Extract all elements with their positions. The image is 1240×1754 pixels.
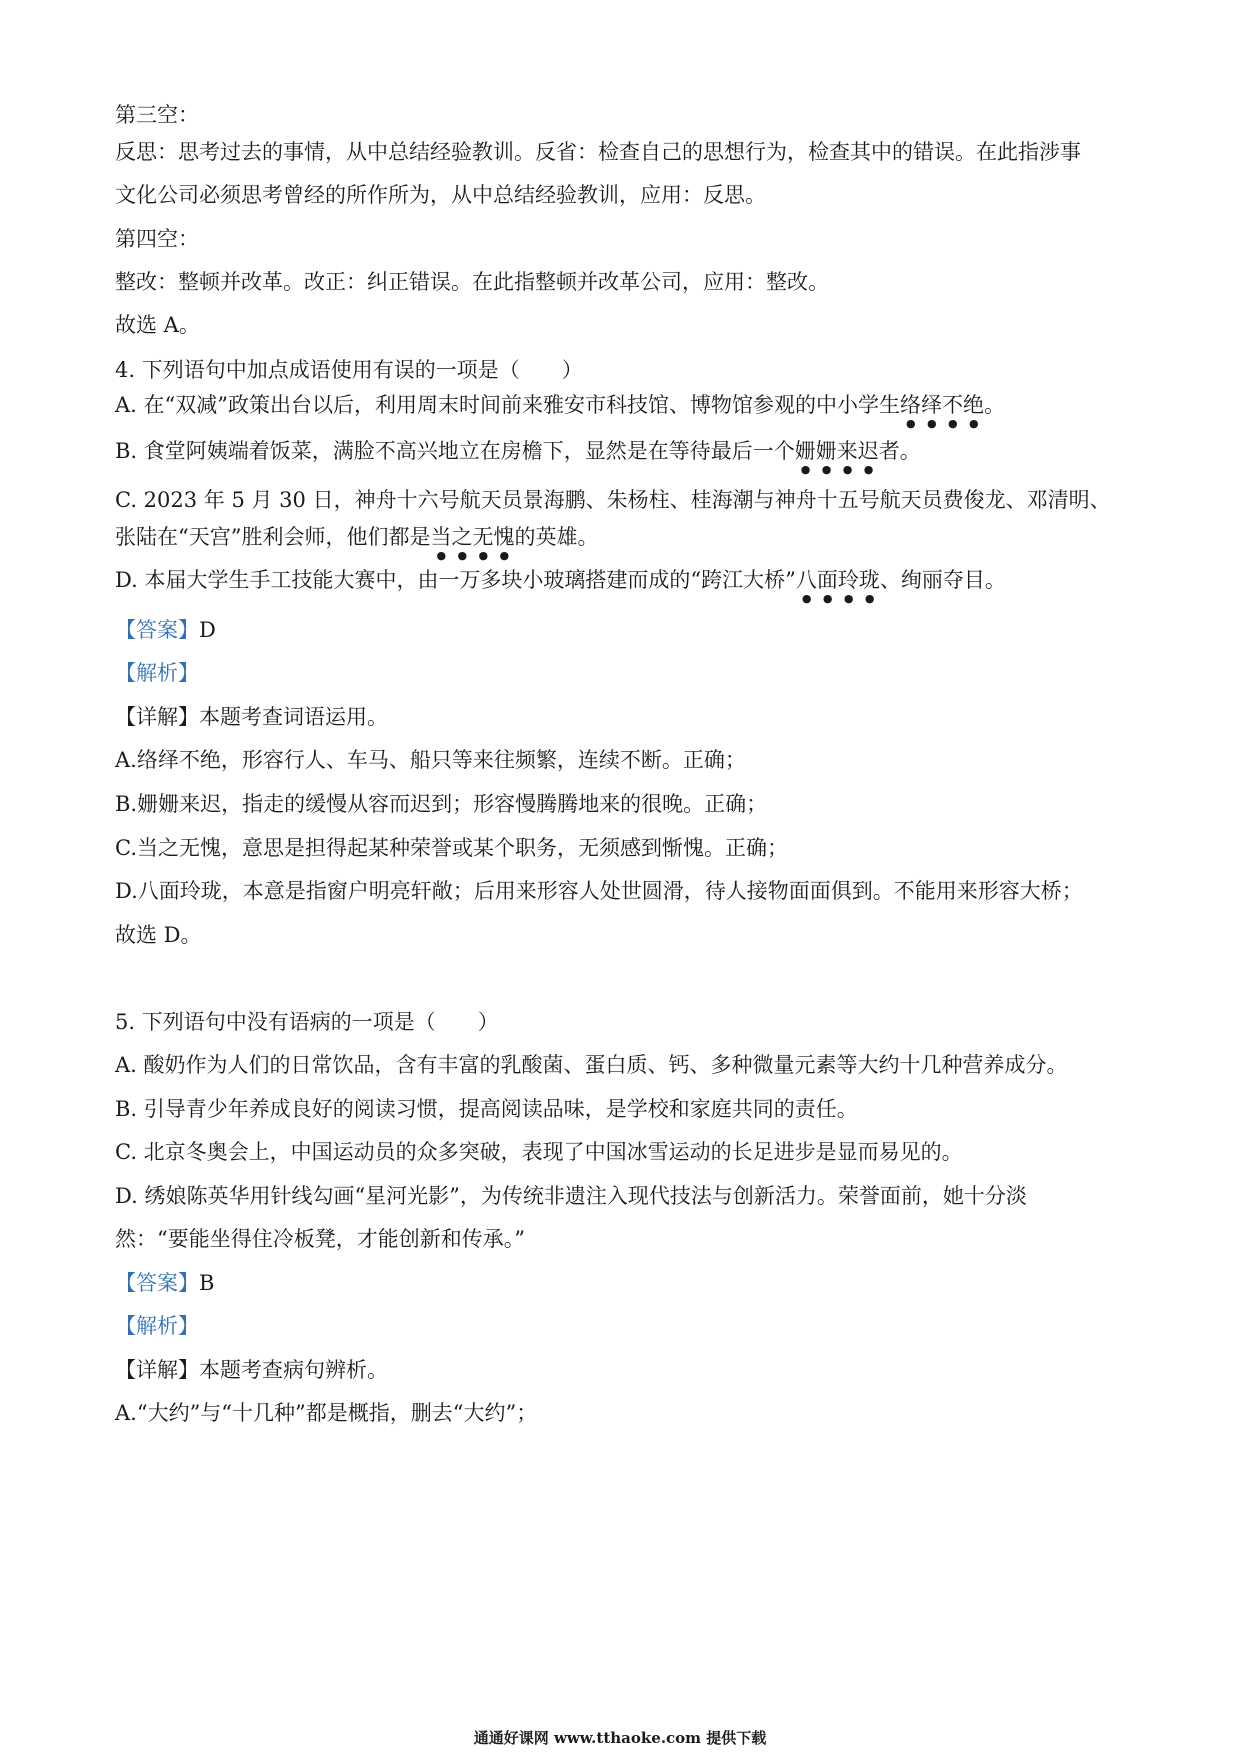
explanation-line: D.八面玲珑，本意是指窗户明亮轩敞；后用来形容人处世圆滑，待人接物面面俱到。不能用来形容大桥； bbox=[115, 879, 1083, 903]
answer-line bbox=[115, 1268, 214, 1298]
question-5-stem: 5. 下列语句中没有语病的一项是（ ） bbox=[115, 1010, 499, 1034]
paragraph: 故选 A。 bbox=[115, 313, 200, 337]
option-text: 、绚丽夺目。 bbox=[879, 568, 1006, 592]
option-text: 者。 bbox=[878, 439, 921, 463]
answer-tag: 【答案】 bbox=[115, 618, 199, 642]
question-4-stem: 4. 下列语句中加点成语使用有误的一项是（ ） bbox=[115, 358, 583, 382]
explanation-line: A.络绎不绝，形容行人、车马、船只等来往频繁，连续不断。正确； bbox=[115, 748, 746, 772]
explanation-line: C.当之无愧，意思是担得起某种荣誉或某个职务，无须感到惭愧。正确； bbox=[115, 836, 788, 860]
option-text: 张陆在“天宫”胜利会师，他们都是 bbox=[115, 525, 431, 549]
option-text: 的英雄。 bbox=[514, 525, 599, 549]
answer-value: D bbox=[199, 618, 216, 642]
answer-tag: 【答案】 bbox=[115, 1271, 199, 1295]
answer-line bbox=[115, 615, 216, 645]
question-4-option-c: C. 2023 年 5 月 30 日，神舟十六号航天员景海鹏、朱杨柱、桂海潮与神舟十五号航天员费俊龙、邓清明、 bbox=[115, 488, 1111, 512]
paragraph: 第三空： bbox=[115, 103, 199, 127]
footer-watermark: 通通好课网 www.tthaoke.com 提供下载 bbox=[473, 1729, 767, 1747]
analysis-tag: 【解析】 bbox=[115, 1314, 199, 1338]
analysis-line bbox=[115, 658, 199, 688]
explanation-line: B.姗姗来迟，指走的缓慢从容而迟到；形容慢腾腾地来的很晚。正确； bbox=[115, 792, 768, 816]
paragraph: 第四空： bbox=[115, 227, 199, 251]
answer-value: B bbox=[199, 1271, 215, 1295]
analysis-line bbox=[115, 1311, 199, 1341]
paragraph: 文化公司必须思考曾经的所作所为，从中总结经验教训，应用：反思。 bbox=[115, 183, 766, 207]
dotted-idiom: 姗姗来迟 bbox=[794, 439, 879, 463]
analysis-tag: 【解析】 bbox=[115, 661, 199, 685]
dotted-idiom: 络绎不绝 bbox=[900, 393, 984, 417]
paragraph: 反思：思考过去的事情，从中总结经验教训。反省：检查自己的思想行为，检查其中的错误。在此指涉事 bbox=[115, 140, 1081, 164]
option-text: A. 在“双减”政策出台以后，利用周末时间前来雅安市科技馆、博物馆参观的中小学生 bbox=[115, 393, 900, 417]
option-text: D. 本届大学生手工技能大赛中，由一万多块小玻璃搭建而成的“跨江大桥” bbox=[115, 568, 796, 592]
paragraph: 整改：整顿并改革。改正：纠正错误。在此指整顿并改革公司，应用：整改。 bbox=[115, 270, 829, 294]
question-4-option-c-cont bbox=[115, 522, 598, 562]
dotted-idiom: 八面玲珑 bbox=[795, 568, 880, 592]
question-4-option-d bbox=[115, 565, 1006, 605]
question-4-option-a bbox=[115, 390, 1005, 430]
question-5-option-d: D. 绣娘陈英华用针线勾画“星河光影”，为传统非遗注入现代技法与创新活力。荣誉面前，她十分淡 bbox=[115, 1184, 1027, 1208]
option-text: 。 bbox=[984, 393, 1005, 417]
dotted-idiom: 当之无愧 bbox=[430, 525, 515, 549]
detail-line: 【详解】本题考查病句辨析。 bbox=[115, 1358, 388, 1382]
question-4-option-b bbox=[115, 436, 921, 476]
option-text: B. 食堂阿姨端着饭菜，满脸不高兴地立在房檐下，显然是在等待最后一个 bbox=[115, 439, 795, 463]
detail-line: 【详解】本题考查词语运用。 bbox=[115, 705, 388, 729]
question-5-option-a: A. 酸奶作为人们的日常饮品，含有丰富的乳酸菌、蛋白质、钙、多种微量元素等大约十几种营养成分。 bbox=[115, 1053, 1068, 1077]
question-5-option-d-cont: 然：“要能坐得住冷板凳，才能创新和传承。” bbox=[115, 1227, 525, 1251]
question-5-option-b: B. 引导青少年养成良好的阅读习惯，提高阅读品味，是学校和家庭共同的责任。 bbox=[115, 1097, 858, 1121]
explanation-line: A.“大约”与“十几种”都是概指，删去“大约”； bbox=[115, 1401, 538, 1425]
question-5-option-c: C. 北京冬奥会上，中国运动员的众多突破，表现了中国冰雪运动的长足进步是显而易见的。 bbox=[115, 1140, 963, 1164]
conclusion-line: 故选 D。 bbox=[115, 923, 202, 947]
